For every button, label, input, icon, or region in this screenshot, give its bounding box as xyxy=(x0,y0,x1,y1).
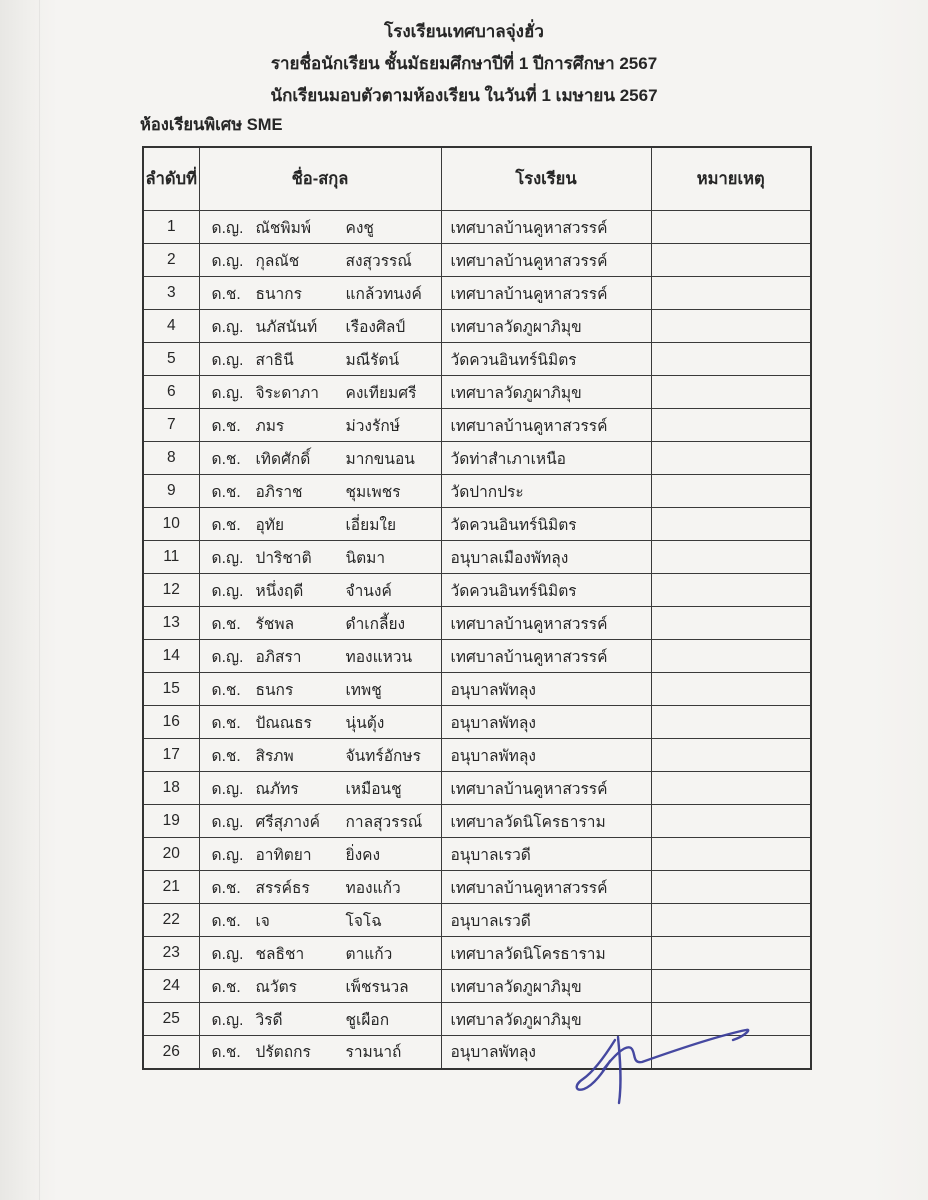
table-row xyxy=(143,739,811,772)
header-no: ลำดับที่ xyxy=(143,147,199,211)
first-name: ณัชพิมพ์ xyxy=(255,219,312,237)
last-name: มณีรัตน์ xyxy=(345,351,400,369)
table-row xyxy=(143,277,811,310)
name-prefix: ด.ช. xyxy=(211,681,241,699)
table-row xyxy=(143,310,811,343)
school-cell: เทศบาลบ้านคูหาสวรรค์ xyxy=(441,277,651,310)
last-name: โจโฉ xyxy=(345,912,382,930)
last-name: คงชู xyxy=(345,219,374,237)
header-school: โรงเรียน xyxy=(441,147,651,211)
student-name-cell xyxy=(199,772,441,805)
name-prefix: ด.ญ. xyxy=(211,813,244,831)
school-cell: วัดท่าสำเภาเหนือ xyxy=(441,442,651,475)
school-cell: เทศบาลวัดภูผาภิมุข xyxy=(441,376,651,409)
table-row xyxy=(143,607,811,640)
school-cell: วัดควนอินทร์นิมิตร xyxy=(441,343,651,376)
row-number-cell: 25 xyxy=(143,1003,199,1036)
first-name: เจ xyxy=(255,912,270,930)
row-number-cell: 16 xyxy=(143,706,199,739)
first-name: อภิราช xyxy=(255,483,303,501)
name-prefix: ด.ช. xyxy=(211,1044,241,1062)
student-name-cell xyxy=(199,343,441,376)
first-name: ธนากร xyxy=(255,285,302,303)
table-row xyxy=(143,376,811,409)
row-number-cell: 23 xyxy=(143,937,199,970)
last-name: แกล้วทนงค์ xyxy=(345,285,422,303)
name-prefix: ด.ญ. xyxy=(211,945,244,963)
name-prefix: ด.ช. xyxy=(211,483,241,501)
row-number-cell: 4 xyxy=(143,310,199,343)
student-name-cell xyxy=(199,376,441,409)
school-cell: อนุบาลพัทลุง xyxy=(441,739,651,772)
last-name: เพ็ชรนวล xyxy=(345,978,409,996)
remark-cell xyxy=(651,442,811,475)
first-name: หนึ่งฤดี xyxy=(255,582,304,600)
remark-cell xyxy=(651,772,811,805)
school-cell: เทศบาลบ้านคูหาสวรรค์ xyxy=(441,409,651,442)
name-prefix: ด.ช. xyxy=(211,450,241,468)
table-row xyxy=(143,508,811,541)
row-number-cell: 7 xyxy=(143,409,199,442)
table-row xyxy=(143,838,811,871)
last-name: กาลสุวรรณ์ xyxy=(345,813,423,831)
last-name: จันทร์อักษร xyxy=(345,747,421,765)
student-name-cell xyxy=(199,541,441,574)
school-cell: อนุบาลเมืองพัทลุง xyxy=(441,541,651,574)
student-name-cell xyxy=(199,508,441,541)
student-name-cell xyxy=(199,310,441,343)
row-number-cell: 17 xyxy=(143,739,199,772)
table-header-row xyxy=(143,147,811,211)
remark-cell xyxy=(651,937,811,970)
row-number-cell: 9 xyxy=(143,475,199,508)
row-number-cell: 15 xyxy=(143,673,199,706)
row-number-cell: 3 xyxy=(143,277,199,310)
first-name: ณวัตร xyxy=(255,978,297,996)
student-table-body xyxy=(143,211,811,1069)
row-number-cell: 20 xyxy=(143,838,199,871)
document-subtitle-date: นักเรียนมอบตัวตามห้องเรียน ในวันที่ 1 เมษายน 2567 xyxy=(270,86,658,105)
document-header xyxy=(0,16,928,112)
first-name: ธนกร xyxy=(255,681,294,699)
first-name: อาทิตยา xyxy=(255,846,312,864)
table-row xyxy=(143,1036,811,1069)
name-prefix: ด.ญ. xyxy=(211,318,244,336)
table-row xyxy=(143,772,811,805)
school-cell: วัดปากประ xyxy=(441,475,651,508)
table-row xyxy=(143,244,811,277)
first-name: ศรีสุภางค์ xyxy=(255,813,320,831)
name-prefix: ด.ญ. xyxy=(211,1011,244,1029)
name-prefix: ด.ช. xyxy=(211,417,241,435)
row-number-cell: 19 xyxy=(143,805,199,838)
remark-cell xyxy=(651,838,811,871)
remark-cell xyxy=(651,244,811,277)
row-number-cell: 10 xyxy=(143,508,199,541)
name-prefix: ด.ช. xyxy=(211,747,241,765)
document-subtitle-grade: รายชื่อนักเรียน ชั้นมัธยมศึกษาปีที่ 1 ปีการศึกษา 2567 xyxy=(270,54,658,73)
name-prefix: ด.ช. xyxy=(211,285,241,303)
table-row xyxy=(143,442,811,475)
name-prefix: ด.ญ. xyxy=(211,351,244,369)
last-name: ทองแก้ว xyxy=(345,879,401,897)
first-name: ปาริชาติ xyxy=(255,549,312,567)
student-name-cell xyxy=(199,244,441,277)
last-name: นิตมา xyxy=(345,549,386,567)
last-name: เอี่ยมใย xyxy=(345,516,397,534)
name-prefix: ด.ญ. xyxy=(211,219,244,237)
remark-cell xyxy=(651,871,811,904)
first-name: สิรภพ xyxy=(255,747,294,765)
first-name: อภิสรา xyxy=(255,648,302,666)
student-name-cell xyxy=(199,838,441,871)
name-prefix: ด.ช. xyxy=(211,912,241,930)
name-prefix: ด.ช. xyxy=(211,714,241,732)
school-cell: อนุบาลเรวดี xyxy=(441,904,651,937)
student-name-cell xyxy=(199,607,441,640)
scan-edge-line xyxy=(39,0,40,1200)
row-number-cell: 2 xyxy=(143,244,199,277)
first-name: สรรค์ธร xyxy=(255,879,310,897)
first-name: เทิดศักดิ์ xyxy=(255,450,311,468)
first-name: ชลธิชา xyxy=(255,945,305,963)
row-number-cell: 6 xyxy=(143,376,199,409)
first-name: ปรัตถกร xyxy=(255,1044,311,1062)
first-name: ภมร xyxy=(255,417,285,435)
student-name-cell xyxy=(199,937,441,970)
school-cell: เทศบาลวัดภูผาภิมุข xyxy=(441,310,651,343)
school-cell: เทศบาลบ้านคูหาสวรรค์ xyxy=(441,211,651,244)
last-name: จำนงค์ xyxy=(345,582,392,600)
row-number-cell: 12 xyxy=(143,574,199,607)
table-row xyxy=(143,970,811,1003)
remark-cell xyxy=(651,673,811,706)
row-number-cell: 8 xyxy=(143,442,199,475)
first-name: สาธินี xyxy=(255,351,294,369)
student-name-cell xyxy=(199,640,441,673)
table-row xyxy=(143,937,811,970)
last-name: เหมือนชู xyxy=(345,780,402,798)
last-name: รามนาถ์ xyxy=(345,1044,402,1062)
last-name: เทพชู xyxy=(345,681,382,699)
student-name-cell xyxy=(199,673,441,706)
name-prefix: ด.ญ. xyxy=(211,582,244,600)
table-row xyxy=(143,409,811,442)
remark-cell xyxy=(651,574,811,607)
row-number-cell: 13 xyxy=(143,607,199,640)
student-name-cell xyxy=(199,739,441,772)
remark-cell xyxy=(651,409,811,442)
school-cell: เทศบาลบ้านคูหาสวรรค์ xyxy=(441,772,651,805)
row-number-cell: 11 xyxy=(143,541,199,574)
name-prefix: ด.ช. xyxy=(211,615,241,633)
row-number-cell: 21 xyxy=(143,871,199,904)
school-cell: เทศบาลวัดนิโครธาราม xyxy=(441,937,651,970)
remark-cell xyxy=(651,541,811,574)
remark-cell xyxy=(651,970,811,1003)
table-row xyxy=(143,1003,811,1036)
table-row xyxy=(143,805,811,838)
remark-cell xyxy=(651,211,811,244)
header-name: ชื่อ-สกุล xyxy=(199,147,441,211)
row-number-cell: 22 xyxy=(143,904,199,937)
table-row xyxy=(143,871,811,904)
student-name-cell xyxy=(199,211,441,244)
first-name: กุลณัช xyxy=(255,252,300,270)
last-name: ม่วงรักษ์ xyxy=(345,417,400,435)
student-name-cell xyxy=(199,871,441,904)
table-row xyxy=(143,673,811,706)
school-cell: เทศบาลวัดนิโครธาราม xyxy=(441,805,651,838)
first-name: อุทัย xyxy=(255,516,285,534)
table-row xyxy=(143,706,811,739)
remark-cell xyxy=(651,1036,811,1069)
last-name: ชูเผือก xyxy=(345,1011,390,1029)
student-name-cell xyxy=(199,805,441,838)
row-number-cell: 24 xyxy=(143,970,199,1003)
last-name: ทองแหวน xyxy=(345,648,413,666)
remark-cell xyxy=(651,640,811,673)
remark-cell xyxy=(651,706,811,739)
name-prefix: ด.ญ. xyxy=(211,252,244,270)
school-cell: วัดควนอินทร์นิมิตร xyxy=(441,574,651,607)
name-prefix: ด.ช. xyxy=(211,978,241,996)
remark-cell xyxy=(651,904,811,937)
student-name-cell xyxy=(199,442,441,475)
name-prefix: ด.ญ. xyxy=(211,549,244,567)
name-prefix: ด.ญ. xyxy=(211,780,244,798)
student-roster-table xyxy=(142,146,812,1070)
row-number-cell: 1 xyxy=(143,211,199,244)
student-name-cell xyxy=(199,1036,441,1069)
school-cell: อนุบาลพัทลุง xyxy=(441,706,651,739)
last-name: ยิ่งคง xyxy=(345,846,381,864)
first-name: นภัสนันท์ xyxy=(255,318,318,336)
remark-cell xyxy=(651,508,811,541)
student-name-cell xyxy=(199,409,441,442)
remark-cell xyxy=(651,343,811,376)
first-name: รัชพล xyxy=(255,615,295,633)
last-name: นุ่นตุ้ง xyxy=(345,714,385,732)
school-cell: เทศบาลวัดภูผาภิมุข xyxy=(441,970,651,1003)
school-cell: เทศบาลวัดภูผาภิมุข xyxy=(441,1003,651,1036)
remark-cell xyxy=(651,475,811,508)
school-cell: เทศบาลบ้านคูหาสวรรค์ xyxy=(441,607,651,640)
school-cell: อนุบาลเรวดี xyxy=(441,838,651,871)
remark-cell xyxy=(651,310,811,343)
last-name: ตาแก้ว xyxy=(345,945,393,963)
remark-cell xyxy=(651,376,811,409)
row-number-cell: 14 xyxy=(143,640,199,673)
row-number-cell: 18 xyxy=(143,772,199,805)
table-row xyxy=(143,541,811,574)
table-row xyxy=(143,343,811,376)
remark-cell xyxy=(651,277,811,310)
student-name-cell xyxy=(199,574,441,607)
student-name-cell xyxy=(199,970,441,1003)
student-name-cell xyxy=(199,475,441,508)
name-prefix: ด.ญ. xyxy=(211,648,244,666)
school-cell: อนุบาลพัทลุง xyxy=(441,673,651,706)
name-prefix: ด.ญ. xyxy=(211,384,244,402)
table-row xyxy=(143,574,811,607)
school-cell: เทศบาลบ้านคูหาสวรรค์ xyxy=(441,244,651,277)
table-row xyxy=(143,640,811,673)
table-row xyxy=(143,475,811,508)
classroom-section-label: ห้องเรียนพิเศษ SME xyxy=(140,116,283,134)
last-name: คงเทียมศรี xyxy=(345,384,417,402)
last-name: ดำเกลี้ยง xyxy=(345,615,406,633)
last-name: มากขนอน xyxy=(345,450,415,468)
header-remark: หมายเหตุ xyxy=(651,147,811,211)
first-name: ปัณณธร xyxy=(255,714,312,732)
student-name-cell xyxy=(199,277,441,310)
row-number-cell: 26 xyxy=(143,1036,199,1069)
school-cell: เทศบาลบ้านคูหาสวรรค์ xyxy=(441,640,651,673)
first-name: วิรดี xyxy=(255,1011,283,1029)
name-prefix: ด.ช. xyxy=(211,879,241,897)
school-cell: วัดควนอินทร์นิมิตร xyxy=(441,508,651,541)
table-row xyxy=(143,211,811,244)
school-cell: อนุบาลพัทลุง xyxy=(441,1036,651,1069)
table-row xyxy=(143,904,811,937)
remark-cell xyxy=(651,1003,811,1036)
last-name: เรืองศิลป์ xyxy=(345,318,406,336)
row-number-cell: 5 xyxy=(143,343,199,376)
student-name-cell xyxy=(199,1003,441,1036)
remark-cell xyxy=(651,805,811,838)
student-name-cell xyxy=(199,706,441,739)
name-prefix: ด.ญ. xyxy=(211,846,244,864)
first-name: ณภัทร xyxy=(255,780,299,798)
name-prefix: ด.ช. xyxy=(211,516,241,534)
student-name-cell xyxy=(199,904,441,937)
school-title: โรงเรียนเทศบาลจุ่งฮั่ว xyxy=(384,22,544,41)
last-name: ชุมเพชร xyxy=(345,483,401,501)
first-name: จิระดาภา xyxy=(255,384,319,402)
remark-cell xyxy=(651,739,811,772)
remark-cell xyxy=(651,607,811,640)
last-name: สงสุวรรณ์ xyxy=(345,252,412,270)
school-cell: เทศบาลบ้านคูหาสวรรค์ xyxy=(441,871,651,904)
